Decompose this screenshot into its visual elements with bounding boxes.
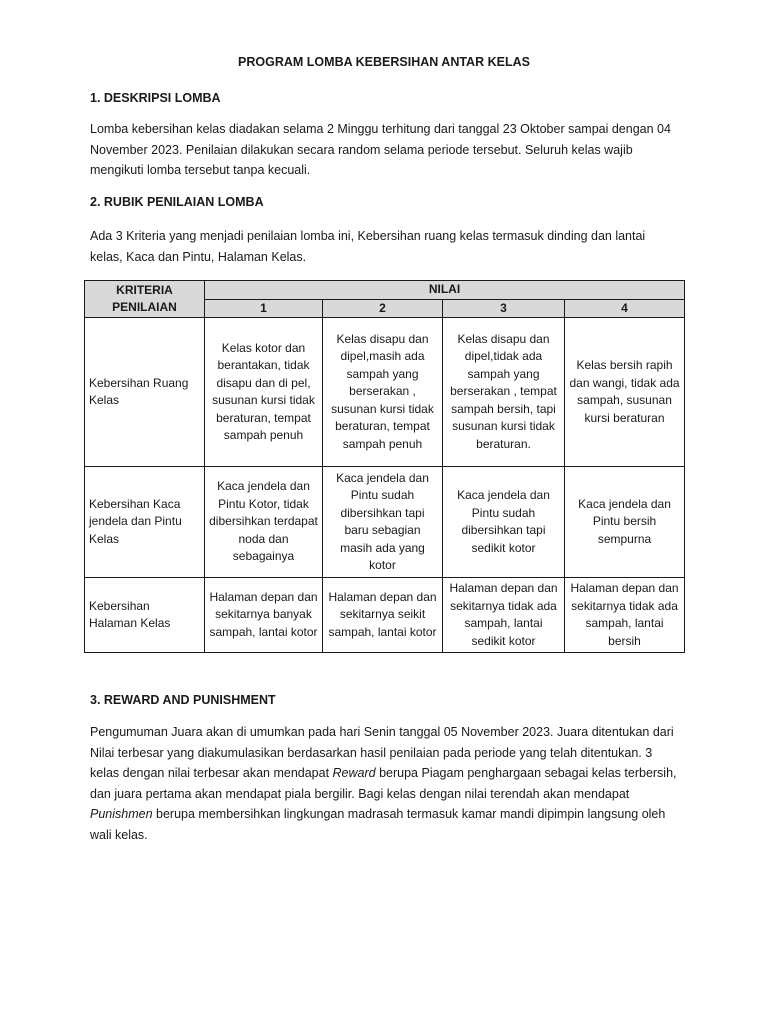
rubric-table [84,280,685,653]
score-cell: Halaman depan dan sekitarnya tidak ada sampah, lantai bersih [565,578,685,653]
criteria-cell: Kebersihan Ruang Kelas [85,318,205,467]
section-3-line: Nilai terbesar yang diakumulasikan berdasarkan hasil penilaian pada periode yang telah ditentukan. 3 [90,745,653,760]
score-cell: Halaman depan dan sekitarnya seikit sampah, lantai kotor [323,578,443,653]
section-2-heading: 2. RUBIK PENILAIAN LOMBA [90,195,264,209]
score-cell: Kelas disapu dan dipel,masih ada sampah yang berserakan , susunan kursi tidak beraturan, tempat sampah penuh [323,318,443,467]
section-1-line: November 2023. Penilaian dilakukan secara random selama periode tersebut. Seluruh kelas wajib [90,142,633,157]
section-2-description [90,226,680,267]
score-column-2: 2 [323,299,443,318]
criteria-cell: Kebersihan Halaman Kelas [85,578,205,653]
text-segment: berupa membersihkan lingkungan madrasah termasuk kamar mandi dipimpin langsung oleh [152,807,666,821]
score-cell: Kelas bersih rapih dan wangi, tidak ada sampah, susunan kursi beraturan [565,318,685,467]
score-header: NILAI [205,281,685,300]
section-2-line: Ada 3 Kriteria yang menjadi penilaian lomba ini, Kebersihan ruang kelas termasuk dinding dan lantai [90,229,646,243]
score-column-3: 3 [443,299,565,318]
score-cell: Halaman depan dan sekitarnya banyak sampah, lantai kotor [205,578,323,653]
document-title: PROGRAM LOMBA KEBERSIHAN ANTAR KELAS [238,55,530,69]
criteria-cell: Kebersihan Kaca jendela dan Pintu Kelas [85,467,205,578]
score-cell: Halaman depan dan sekitarnya tidak ada sampah, lantai sedikit kotor [443,578,565,653]
score-column-1: 1 [205,299,323,318]
score-cell: Kelas disapu dan dipel,tidak ada sampah yang berserakan , tempat sampah bersih, tapi susunan kursi tidak beraturan. [443,318,565,467]
section-2-line: kelas, Kaca dan Pintu, Halaman Kelas. [90,249,307,264]
score-cell: Kaca jendela dan Pintu sudah dibersihkan tapi baru sebagian masih ada yang kotor [323,467,443,578]
reward-term: Reward [332,766,376,780]
table-row [85,467,685,578]
section-3-description [90,722,680,845]
text-segment: berupa Piagam penghargaan sebagai kelas terbersih, [375,766,677,780]
criteria-header: KRITERIA PENILAIAN [85,281,205,318]
section-3-line [90,763,680,784]
score-column-4: 4 [565,299,685,318]
section-3-line [90,804,680,825]
section-1-description [90,119,680,181]
score-cell: Kaca jendela dan Pintu Kotor, tidak dibersihkan terdapat noda dan sebagainya [205,467,323,578]
table-row [85,578,685,653]
text-segment: kelas dengan nilai terbesar akan mendapat [90,766,333,780]
score-cell: Kelas kotor dan berantakan, tidak disapu dan di pel, susunan kursi tidak beraturan, tempat sampah penuh [205,318,323,467]
section-3-line: Pengumuman Juara akan di umumkan pada hari Senin tanggal 05 November 2023. Juara ditentukan dari [90,725,674,739]
section-3-heading: 3. REWARD AND PUNISHMENT [90,693,276,707]
score-cell: Kaca jendela dan Pintu bersih sempurna [565,467,685,578]
table-row [85,318,685,467]
section-3-line: wali kelas. [90,827,148,842]
score-cell: Kaca jendela dan Pintu sudah dibersihkan tapi sedikit kotor [443,467,565,578]
section-1-line: mengikuti lomba tersebut tanpa kecuali. [90,163,311,177]
punishment-term: Punishmen [90,807,153,821]
section-1-heading: 1. DESKRIPSI LOMBA [90,91,221,105]
section-1-line: Lomba kebersihan kelas diadakan selama 2 Minggu terhitung dari tanggal 23 Oktober sampai dengan 04 [90,122,671,136]
section-3-line: dan juara pertama akan mendapat piala bergilir. Bagi kelas dengan nilai terendah akan mendapat [90,786,630,801]
